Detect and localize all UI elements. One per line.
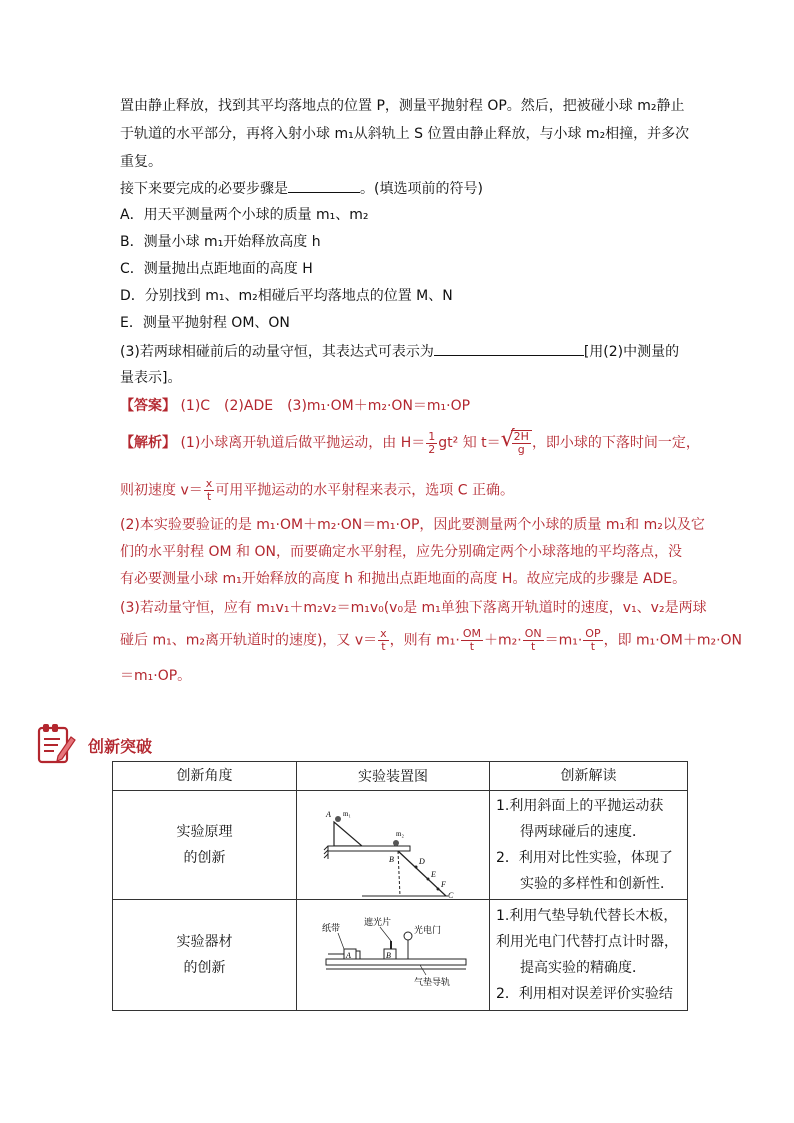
frac-num: x bbox=[380, 627, 387, 640]
table-header: 创新角度 bbox=[113, 762, 297, 791]
table-cell-figure bbox=[296, 900, 489, 1011]
fraction bbox=[378, 628, 389, 653]
paragraph-line: 于轨道的水平部分，再将入射小球 m₁从斜轨上 S 位置由静止释放，与小球 m₂相撞，并多次 bbox=[120, 126, 690, 142]
incline-apparatus-diagram bbox=[298, 792, 488, 898]
question-2-prompt bbox=[120, 178, 483, 199]
answer-line bbox=[120, 396, 470, 416]
option-e: E．测量平抛射程 OM、ON bbox=[120, 315, 290, 331]
cell-text: 2．利用对比性实验，体现了 bbox=[495, 850, 673, 866]
table-row bbox=[113, 900, 688, 1011]
frac-den: t bbox=[590, 640, 596, 653]
fraction bbox=[523, 628, 544, 653]
table-cell-reading bbox=[489, 791, 687, 900]
label-gate: 光电门 bbox=[413, 926, 441, 936]
table-row bbox=[113, 791, 688, 900]
innovation-table bbox=[112, 761, 688, 1011]
analysis-text: ，即 m₁·OM＋m₂·ON bbox=[603, 632, 743, 649]
analysis-p3-line: ＝m₁·OP。 bbox=[120, 668, 192, 684]
cell-text: 1.利用气垫导轨代替长木板， bbox=[495, 908, 678, 924]
question-3-prompt bbox=[120, 341, 679, 362]
cell-text: 提高实验的精确度． bbox=[519, 960, 646, 976]
fraction bbox=[204, 478, 215, 503]
frac-den: t bbox=[381, 640, 386, 653]
label-B: B bbox=[388, 855, 394, 864]
option-a: A．用天平测量两个小球的质量 m₁、m₂ bbox=[120, 207, 369, 223]
fraction bbox=[426, 431, 437, 456]
analysis-text: 可用平抛运动的水平射程来表示，选项 C 正确。 bbox=[215, 482, 514, 499]
answer-blank bbox=[288, 178, 360, 193]
analysis-text: ＋m₂· bbox=[483, 632, 522, 649]
frac-num: 2H bbox=[513, 430, 529, 443]
analysis-text: 碰后 m₁、m₂离开轨道时的速度)，又 v＝ bbox=[120, 632, 378, 649]
cell-text: 2．利用相对误差评价实验结 bbox=[495, 986, 673, 1002]
analysis-text: gt² 知 t＝ bbox=[438, 435, 501, 451]
analysis-line-2 bbox=[120, 478, 514, 503]
analysis-text: ＝m₁· bbox=[544, 632, 583, 649]
paragraph-line: 重复。 bbox=[120, 154, 162, 170]
analysis-line-1 bbox=[120, 427, 700, 456]
air-track-apparatus-diagram bbox=[298, 901, 488, 1009]
frac-num: OP bbox=[585, 627, 601, 640]
option-c: C．测量抛出点距地面的高度 H bbox=[120, 261, 313, 277]
fraction bbox=[583, 628, 602, 653]
analysis-text: 则初速度 v＝ bbox=[120, 482, 203, 499]
label-tape: 纸带 bbox=[321, 924, 340, 934]
table-cell-angle bbox=[113, 900, 297, 1011]
section-title: 创新突破 bbox=[88, 737, 153, 756]
analysis-text: (1)小球离开轨道后做平抛运动，由 H＝ bbox=[180, 435, 426, 451]
label-B: B bbox=[385, 951, 391, 960]
answer-blank bbox=[434, 341, 584, 356]
cell-text: 利用光电门代替打点计时器， bbox=[495, 934, 678, 950]
cell-text: 得两球碰后的速度． bbox=[519, 824, 646, 840]
cell-text: 实验原理 bbox=[176, 824, 233, 840]
analysis-text: ，即小球的下落时间一定， bbox=[531, 435, 700, 451]
prompt-text: (3)若两球相碰前后的动量守恒，其表达式可表示为 bbox=[120, 344, 434, 360]
answer-label: 【答案】 bbox=[120, 398, 176, 414]
cell-text: 实验器材 bbox=[176, 934, 233, 950]
frac-num: 1 bbox=[428, 429, 436, 443]
frac-num: OM bbox=[462, 627, 481, 640]
label-A: A bbox=[345, 951, 351, 960]
table-header: 实验装置图 bbox=[296, 762, 489, 791]
table-header: 创新解读 bbox=[489, 762, 687, 791]
analysis-p2-line: 们的水平射程 OM 和 ON，而要确定水平射程，应先分别确定两个小球落地的平均落点，没 bbox=[120, 544, 682, 560]
fraction bbox=[461, 628, 483, 653]
analysis-p2-line: (2)本实验要验证的是 m₁·OM＋m₂·ON＝m₁·OP，因此要测量两个小球的质量 m₁和 m₂以及它 bbox=[120, 517, 705, 533]
cell-text: 实验的多样性和创新性． bbox=[519, 876, 674, 892]
frac-den: t bbox=[206, 490, 212, 503]
analysis-p3-line: (3)若动量守恒，应有 m₁v₁＋m₂v₂＝m₁v₀(v₀是 m₁单独下落离开轨道时的速度，v₁、v₂是两球 bbox=[120, 600, 707, 616]
answer-text: (1)C (2)ADE (3)m₁·OM＋m₂·ON＝m₁·OP bbox=[180, 398, 471, 414]
table-cell-reading bbox=[489, 900, 687, 1011]
label-A: A bbox=[325, 810, 331, 819]
cell-text: 1.利用斜面上的平抛运动获 bbox=[495, 798, 664, 814]
frac-den: t bbox=[530, 640, 536, 653]
table-cell-figure bbox=[296, 791, 489, 900]
label-C: C bbox=[447, 891, 454, 898]
label-track: 气垫导轨 bbox=[413, 978, 450, 988]
label-m2: m₂ bbox=[395, 830, 404, 838]
analysis-label: 【解析】 bbox=[120, 435, 176, 451]
option-d: D．分别找到 m₁、m₂相碰后平均落地点的位置 M、N bbox=[120, 288, 453, 304]
cell-text: 的创新 bbox=[183, 960, 226, 976]
label-F: F bbox=[440, 880, 446, 889]
frac-den: 2 bbox=[428, 442, 436, 456]
prompt-text: [用(2)中测量的 bbox=[583, 344, 680, 360]
label-m1: m₁ bbox=[342, 810, 351, 818]
question-3-prompt-cont: 量表示]。 bbox=[120, 370, 182, 386]
prompt-text: 接下来要完成的必要步骤是 bbox=[120, 181, 288, 197]
option-b: B．测量小球 m₁开始释放高度 h bbox=[120, 234, 321, 250]
analysis-p2-line: 有必要测量小球 m₁开始释放的高度 h 和抛出点距地面的高度 H。故应完成的步骤是 ADE。 bbox=[120, 571, 687, 587]
label-E: E bbox=[430, 870, 436, 879]
frac-den: t bbox=[469, 640, 475, 653]
frac-den: g bbox=[517, 443, 525, 456]
analysis-text: ，则有 m₁· bbox=[389, 632, 460, 649]
analysis-p3-line-2 bbox=[120, 628, 742, 653]
frac-num: ON bbox=[524, 627, 542, 640]
frac-num: x bbox=[205, 477, 213, 490]
cell-text: 的创新 bbox=[183, 850, 226, 866]
paragraph-line: 置由静止释放，找到其平均落地点的位置 P，测量平抛射程 OP。然后，把被碰小球 m₂静止 bbox=[120, 98, 685, 114]
table-cell-angle bbox=[113, 791, 297, 900]
sqrt-expression: √ $\frac{2H}{g}$ bbox=[501, 430, 532, 456]
label-shade: 遮光片 bbox=[363, 918, 391, 928]
label-D: D bbox=[418, 857, 425, 866]
prompt-text: 。(填选项前的符号) bbox=[360, 181, 483, 197]
notebook-pencil-icon bbox=[36, 722, 76, 766]
table-header-row bbox=[113, 762, 688, 791]
